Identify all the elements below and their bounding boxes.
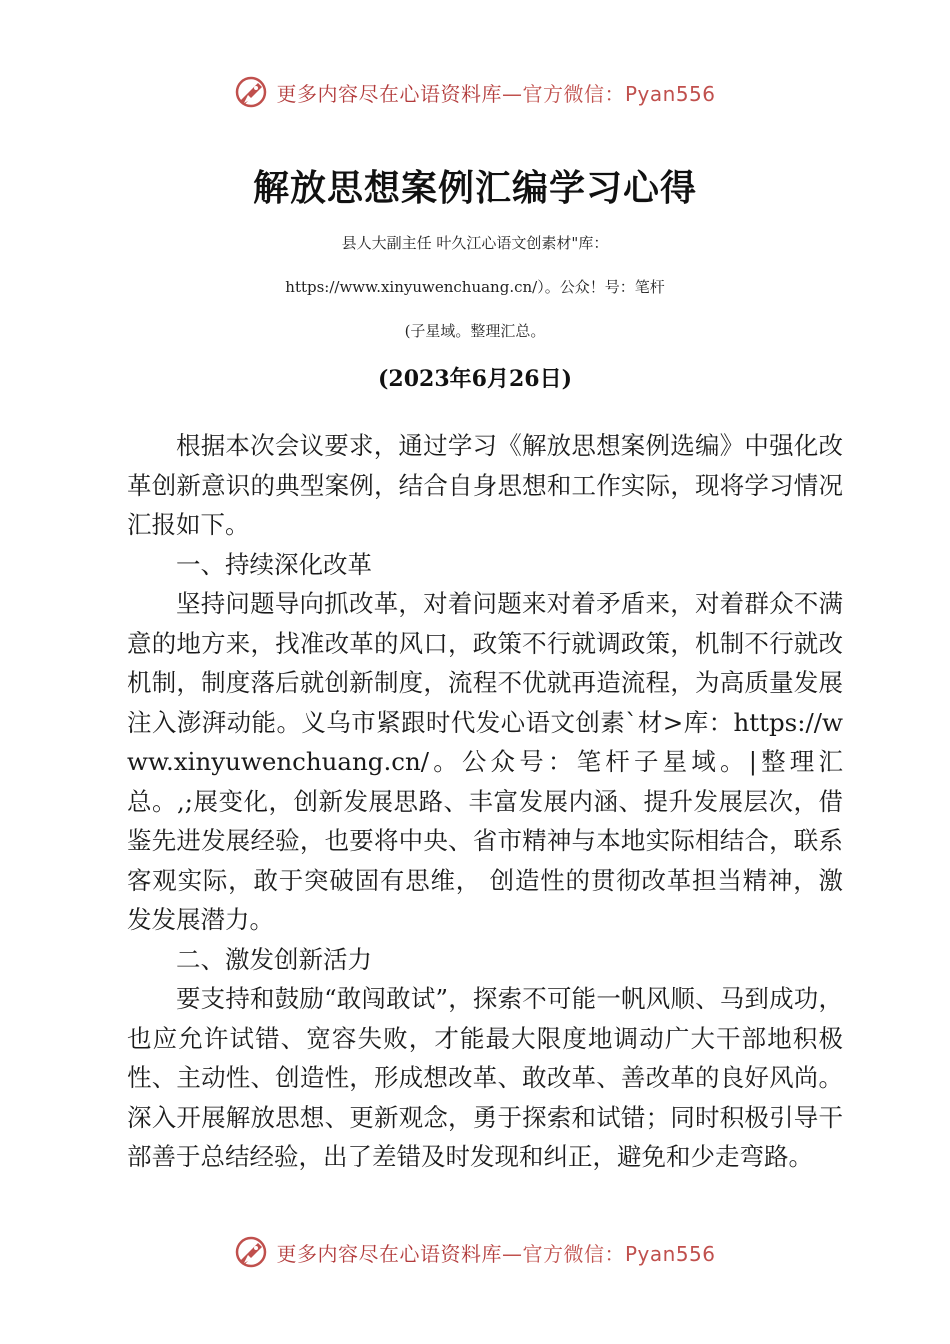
- banner-text: [276, 78, 715, 107]
- document-date: (2023年6月26日): [378, 366, 572, 392]
- paragraph-intro: 根据本次会议要求，通过学习《解放思想案例选编》中强化改革创新意识的典型案例，结合自身思想和工作实际，现将学习情况汇报如下。: [127, 431, 843, 539]
- meta-line-1: 县人大副主任 叶久江心语文创素材"库：: [341, 234, 609, 252]
- banner-dash: —: [501, 81, 523, 106]
- banner-brand: 更多内容尽在心语资料库: [276, 1241, 502, 1266]
- banner-wechat-label: 官方微信：: [522, 1241, 625, 1266]
- banner-dash: —: [501, 1241, 523, 1266]
- meta-line-2: https://www.xinyuwenchuang.cn/）。公众！号：笔杆: [285, 278, 665, 296]
- banner-text: [276, 1238, 715, 1267]
- banner-wechat-id: Pyan556: [624, 81, 716, 106]
- section-heading-2: 二、激发创新活力: [176, 944, 372, 974]
- banner-wechat-id: Pyan556: [624, 1241, 716, 1266]
- document-body: [127, 426, 843, 1177]
- pen-logo-icon: [234, 1235, 268, 1269]
- paragraph-section-2: 要支持和鼓励“敢闯敢试”，探索不可能一帆风顺、马到成功，也应允许试错、宽容失败，才能最大限度地调动广大干部地积极性、主动性、创造性，形成想改革、敢改革、善改革的良好风尚。深入开展解放思想、更新观念，勇于探索和试错；同时积极引导干部善于总结经验，出了差错及时发现和纠正，避免和少走弯路。: [127, 984, 843, 1171]
- pen-logo-icon: [234, 75, 268, 109]
- meta-line-3: (子星域。整理汇总。: [404, 322, 546, 340]
- banner-brand: 更多内容尽在心语资料库: [276, 81, 502, 106]
- section-heading-1: 一、持续深化改革: [176, 549, 372, 579]
- document-title: 解放思想案例汇编学习心得: [252, 168, 697, 209]
- header-banner: [0, 72, 950, 112]
- footer-banner: [0, 1232, 950, 1272]
- banner-wechat-label: 官方微信：: [522, 81, 625, 106]
- paragraph-section-1: 坚持问题导向抓改革，对着问题来对着矛盾来，对着群众不满意的地方来，找准改革的风口，政策不行就调政策，机制不行就改机制，制度落后就创新制度，流程不优就再造流程，为高质量发展注入澎湃动能。义乌市紧跟时代发心语文创素`材>库：https://www.xinyuwenchuang.cn/。公众号：笔杆子星域。|整理汇总。,;展变化，创新发展思路、丰富发展内涵、提升发展层次，借鉴先进发展经验，也要将中央、省市精神与本地实际相结合，联系客观实际，敢于突破固有思维， 创造性的贯彻改革担当精神，激发发展潜力。: [127, 589, 843, 934]
